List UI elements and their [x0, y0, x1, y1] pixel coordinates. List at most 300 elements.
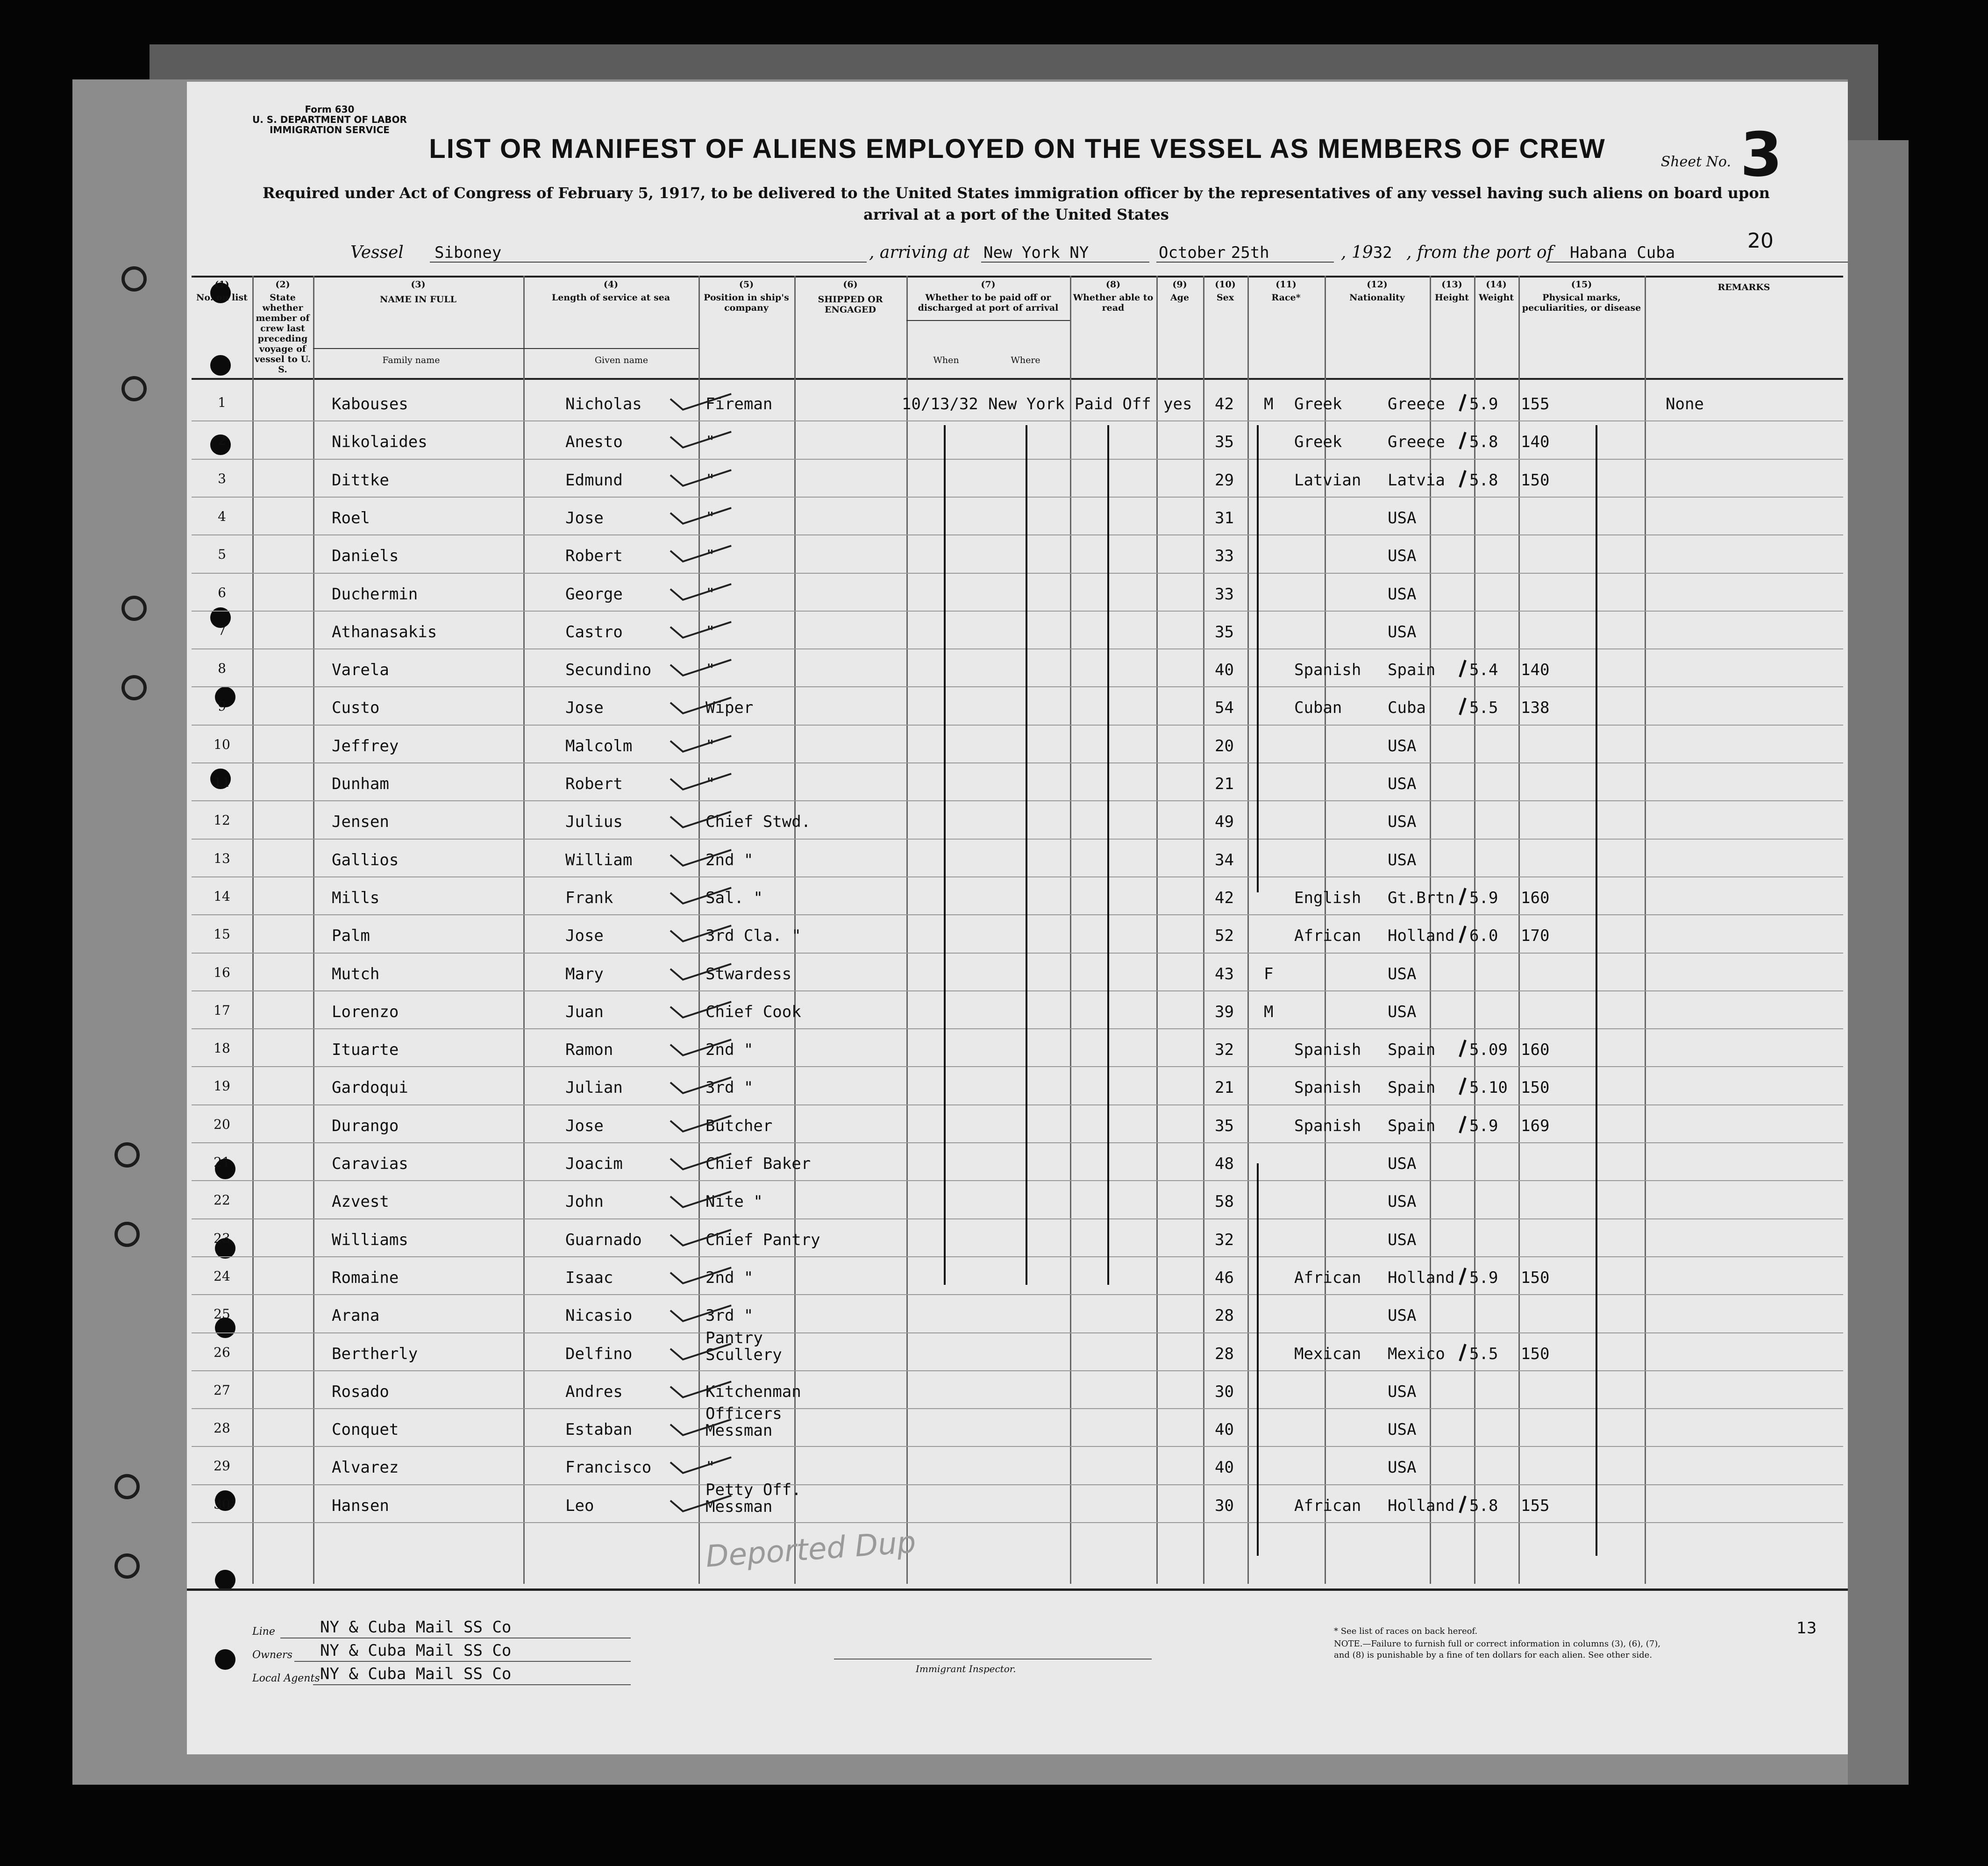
- cell-nationality: USA: [1388, 736, 1417, 755]
- cell-weight: 160: [1521, 888, 1550, 907]
- cell-height: 5.8: [1469, 1496, 1498, 1515]
- line-label: Line: [252, 1626, 275, 1638]
- cell-no: 16: [214, 964, 230, 980]
- cell-nationality: Spain: [1388, 1040, 1436, 1060]
- vessel-label: Vessel: [350, 243, 404, 262]
- cell-family: Custo: [332, 698, 380, 718]
- cell-age: 34: [1215, 850, 1234, 869]
- cell-given: Juan: [565, 1002, 604, 1021]
- cell-given: John: [565, 1192, 604, 1211]
- cell-given: Guarnado: [565, 1230, 642, 1249]
- cell-no: 1: [218, 395, 226, 410]
- column-divider: [1247, 276, 1249, 1584]
- cell-family: Duchermin: [332, 584, 418, 604]
- cell-age: 35: [1215, 433, 1234, 452]
- cell-given: Jose: [565, 1116, 604, 1135]
- check-mark: [659, 1265, 743, 1286]
- tick-mark: [1459, 698, 1466, 716]
- tick-mark: [1459, 1268, 1466, 1285]
- page-subtitle: Required under Act of Congress of February 5, 1917, to be delivered to the United States immigration officer by the representatives of any vessel having such aliens on board upon arrival at a port of the United States: [263, 184, 1770, 223]
- cell-position: ": [705, 622, 715, 641]
- cell-no: 23: [214, 1230, 230, 1246]
- cell-age: 54: [1215, 698, 1234, 718]
- vessel-name: Siboney: [435, 243, 502, 262]
- check-mark: [659, 1417, 743, 1438]
- manifest-page: [187, 82, 1848, 1754]
- cell-where: New York: [988, 395, 1065, 413]
- cell-given: Leo: [565, 1496, 594, 1515]
- cell-position: Stwardess: [705, 964, 792, 983]
- cell-marks: None: [1666, 395, 1704, 413]
- cell-race: Greek: [1294, 395, 1342, 413]
- page-title: LIST OR MANIFEST OF ALIENS EMPLOYED ON THE VESSEL AS MEMBERS OF CREW: [429, 134, 1606, 164]
- cell-race: African: [1294, 1268, 1361, 1287]
- cell-height: 5.9: [1469, 1116, 1498, 1135]
- cell-height: 5.09: [1469, 1040, 1508, 1060]
- check-mark: [659, 543, 743, 564]
- cell-nationality: Holland: [1388, 1268, 1455, 1287]
- column-subheader: When: [933, 355, 959, 365]
- cell-family: Caravias: [332, 1154, 408, 1173]
- cell-paid: Paid Off: [1075, 395, 1151, 413]
- column-header: (13) Height: [1434, 279, 1469, 303]
- check-mark: [659, 505, 743, 527]
- column-divider: [1203, 276, 1204, 1584]
- column-subheader: Family name: [382, 355, 440, 365]
- cell-race: Mexican: [1294, 1344, 1361, 1363]
- cell-weight: 160: [1521, 1040, 1550, 1060]
- ditto-line: [944, 425, 946, 1285]
- ditto-line: [1596, 425, 1597, 1556]
- cell-no: 21: [214, 1154, 230, 1170]
- binder-ring: [114, 1553, 140, 1579]
- cell-race: Spanish: [1294, 1078, 1361, 1097]
- cell-position: Officers Messman: [705, 1404, 782, 1440]
- binder-ring: [114, 1474, 140, 1499]
- cell-position: ": [705, 584, 715, 604]
- cell-position: ": [705, 661, 715, 680]
- cell-no: 6: [218, 584, 226, 600]
- check-mark: [659, 847, 743, 869]
- cell-given: Robert: [565, 547, 623, 566]
- departure-port: Habana Cuba: [1570, 243, 1675, 262]
- column-header: (15) Physical marks, peculiarities, or disease: [1522, 279, 1641, 313]
- column-header: (11) Race*: [1271, 279, 1301, 303]
- cell-age: 42: [1215, 395, 1234, 413]
- cell-given: Nicasio: [565, 1306, 633, 1325]
- cell-race: English: [1294, 888, 1361, 907]
- ditto-line: [1026, 425, 1027, 1285]
- column-divider: [1070, 276, 1071, 1584]
- cell-age: 33: [1215, 547, 1234, 566]
- column-header: (2) State whether member of crew last preceding voyage of vessel to U. S.: [255, 279, 311, 375]
- cell-position: Wiper: [705, 698, 754, 718]
- cell-nationality: Greece: [1388, 433, 1445, 452]
- line-value: NY & Cuba Mail SS Co: [320, 1618, 512, 1637]
- form-number-block: [252, 104, 407, 135]
- cell-given: Francisco: [565, 1458, 652, 1477]
- check-mark: [659, 1227, 743, 1248]
- check-mark: [659, 467, 743, 489]
- cell-nationality: Mexico: [1388, 1344, 1445, 1363]
- cell-nationality: USA: [1388, 622, 1417, 641]
- cell-no: 26: [214, 1344, 230, 1360]
- cell-no: 15: [214, 926, 230, 942]
- cell-nationality: Cuba: [1388, 698, 1426, 718]
- cell-position: Petty Off. Messman: [705, 1480, 801, 1516]
- cell-weight: 150: [1521, 1268, 1550, 1287]
- column-header: (6) SHIPPED OR ENGAGED: [818, 279, 883, 315]
- cell-given: George: [565, 584, 623, 604]
- cell-position: Chief Baker: [705, 1154, 811, 1173]
- cell-family: Durango: [332, 1116, 399, 1135]
- cell-nationality: USA: [1388, 1306, 1417, 1325]
- cell-family: Dittke: [332, 470, 389, 490]
- cell-family: Palm: [332, 926, 370, 946]
- cell-height: 5.4: [1469, 661, 1498, 680]
- races-note: * See list of races on back hereof.: [1334, 1626, 1478, 1636]
- cell-no: 2: [218, 433, 226, 449]
- column-divider: [906, 276, 908, 1584]
- cell-family: Kabouses: [332, 395, 408, 413]
- cell-age: 43: [1215, 964, 1234, 983]
- department-name: U. S. DEPARTMENT OF LABOR: [252, 114, 407, 125]
- penalty-note: NOTE.—Failure to furnish full or correct information in columns (3), (6), (7), and (8) is punishable by a fine of ten dollars for each alien. See other side.: [1334, 1639, 1660, 1660]
- cell-family: Mills: [332, 888, 380, 907]
- cell-family: Athanasakis: [332, 622, 437, 641]
- cell-age: 21: [1215, 775, 1234, 793]
- cell-nationality: USA: [1388, 1458, 1417, 1477]
- cell-given: Estaban: [565, 1420, 633, 1439]
- cell-given: Isaac: [565, 1268, 613, 1287]
- cell-no: 4: [218, 508, 226, 524]
- tick-mark: [1459, 1078, 1466, 1096]
- cell-age: 32: [1215, 1040, 1234, 1060]
- check-mark: [659, 1493, 743, 1514]
- cell-height: 6.0: [1469, 926, 1498, 946]
- cell-no: 27: [214, 1382, 230, 1398]
- check-mark: [659, 581, 743, 603]
- cell-age: 28: [1215, 1306, 1234, 1325]
- cell-nationality: USA: [1388, 508, 1417, 527]
- column-divider: [1518, 276, 1520, 1584]
- row-line: [192, 420, 1843, 421]
- cell-no: 28: [214, 1420, 230, 1436]
- check-mark: [659, 961, 743, 983]
- column-divider: [523, 276, 525, 1584]
- cell-position: ": [705, 547, 715, 566]
- cell-family: Ituarte: [332, 1040, 399, 1060]
- column-header: (14) Weight: [1479, 279, 1514, 303]
- binder-ring: [121, 675, 147, 700]
- cell-when: 10/13/32: [902, 395, 978, 413]
- binder-ring: [114, 1142, 140, 1168]
- cell-nationality: USA: [1388, 1192, 1417, 1211]
- cell-age: 28: [1215, 1344, 1234, 1363]
- cell-family: Nikolaides: [332, 433, 428, 452]
- cell-given: Castro: [565, 622, 623, 641]
- cell-given: Malcolm: [565, 736, 633, 755]
- cell-position: Fireman: [705, 395, 773, 413]
- cell-position: ": [705, 433, 715, 452]
- cell-given: William: [565, 850, 633, 869]
- handwritten-stamp: Deported Dup: [704, 1525, 917, 1574]
- cell-age: 30: [1215, 1496, 1234, 1515]
- cell-nationality: USA: [1388, 850, 1417, 869]
- cell-height: 5.8: [1469, 433, 1498, 452]
- cell-given: Mary: [565, 964, 604, 983]
- check-mark: [659, 1341, 743, 1362]
- cell-no: 22: [214, 1192, 230, 1208]
- cell-no: 9: [218, 698, 226, 714]
- inspector-label: Immigrant Inspector.: [916, 1663, 1016, 1674]
- cell-weight: 138: [1521, 698, 1550, 718]
- column-header: (7) Whether to be paid off or discharged at port of arrival: [918, 279, 1059, 313]
- cell-family: Alvarez: [332, 1458, 399, 1477]
- check-mark: [659, 619, 743, 641]
- tick-mark: [1459, 394, 1466, 412]
- cell-age: 52: [1215, 926, 1234, 946]
- cell-position: Sal. ": [705, 888, 763, 907]
- cell-age: 35: [1215, 622, 1234, 641]
- check-mark: [659, 1151, 743, 1172]
- cell-no: 5: [218, 547, 226, 563]
- tick-mark: [1459, 1040, 1466, 1057]
- cell-nationality: Spain: [1388, 661, 1436, 680]
- cell-family: Roel: [332, 508, 370, 527]
- cell-family: Gardoqui: [332, 1078, 408, 1097]
- cell-weight: 150: [1521, 1078, 1550, 1097]
- cell-age: 30: [1215, 1382, 1234, 1401]
- cell-nationality: USA: [1388, 1230, 1417, 1249]
- cell-nationality: Spain: [1388, 1116, 1436, 1135]
- cell-family: Dunham: [332, 775, 389, 793]
- cell-position: 2nd ": [705, 1040, 754, 1060]
- cell-weight: 169: [1521, 1116, 1550, 1135]
- binder-ring: [114, 1222, 140, 1247]
- cell-position: ": [705, 1458, 715, 1477]
- column-header: (3) NAME IN FULL: [380, 279, 456, 305]
- cell-position: 2nd ": [705, 850, 754, 869]
- cell-family: Bertherly: [332, 1344, 418, 1363]
- cell-family: Jeffrey: [332, 736, 399, 755]
- check-mark: [659, 391, 743, 413]
- column-header: (4) Length of service at sea: [551, 279, 670, 303]
- cell-position: 3rd ": [705, 1306, 754, 1325]
- ditto-line: [1257, 1163, 1259, 1556]
- cell-nationality: USA: [1388, 964, 1417, 983]
- cell-given: Jose: [565, 926, 604, 946]
- column-header: (10) Sex: [1215, 279, 1236, 303]
- cell-no: 25: [214, 1306, 230, 1322]
- from-label: , from the port of: [1406, 243, 1553, 262]
- cell-age: 48: [1215, 1154, 1234, 1173]
- cell-no: 24: [214, 1268, 230, 1284]
- cell-position: Pantry Scullery: [705, 1328, 782, 1364]
- check-mark: [659, 695, 743, 716]
- corner-number: 13: [1796, 1619, 1817, 1638]
- cell-position: Chief Cook: [705, 1002, 801, 1021]
- cell-position: ": [705, 775, 715, 793]
- cell-family: Arana: [332, 1306, 380, 1325]
- cell-nationality: Latvia: [1388, 470, 1445, 490]
- page-footer: [187, 1588, 1848, 1754]
- check-mark: [659, 1075, 743, 1096]
- cell-no: 18: [214, 1040, 230, 1056]
- cell-family: Gallios: [332, 850, 399, 869]
- cell-family: Jensen: [332, 812, 389, 832]
- cell-nationality: Gt.Brtn: [1388, 888, 1455, 907]
- arrival-date: October 25th: [1159, 243, 1269, 262]
- cell-given: Robert: [565, 775, 623, 793]
- cell-race: Spanish: [1294, 661, 1361, 680]
- cell-weight: 140: [1521, 661, 1550, 680]
- cell-given: Secundino: [565, 661, 652, 680]
- cell-family: Hansen: [332, 1496, 389, 1515]
- cell-height: 5.10: [1469, 1078, 1508, 1097]
- cell-no: 19: [214, 1078, 230, 1094]
- agents-label: Local Agents: [252, 1673, 320, 1684]
- cell-given: Andres: [565, 1382, 623, 1401]
- service-name: IMMIGRATION SERVICE: [269, 124, 390, 135]
- binder-ring: [121, 266, 147, 292]
- cell-position: 3rd ": [705, 1078, 754, 1097]
- check-mark: [659, 733, 743, 755]
- cell-given: Ramon: [565, 1040, 613, 1060]
- check-mark: [659, 885, 743, 906]
- check-mark: [659, 1303, 743, 1324]
- cell-nationality: USA: [1388, 1154, 1417, 1173]
- column-divider: [252, 276, 254, 1584]
- cell-age: 31: [1215, 508, 1234, 527]
- cell-age: 46: [1215, 1268, 1234, 1287]
- agents-value: NY & Cuba Mail SS Co: [320, 1665, 512, 1683]
- cell-family: Rosado: [332, 1382, 389, 1401]
- cell-given: Edmund: [565, 470, 623, 490]
- cell-no: 7: [218, 622, 226, 638]
- cell-height: 5.5: [1469, 698, 1498, 718]
- cell-race: Greek: [1294, 433, 1342, 452]
- tick-mark: [1459, 888, 1466, 905]
- cell-nationality: USA: [1388, 1002, 1417, 1021]
- cell-position: Kitchenman: [705, 1382, 801, 1401]
- cell-height: 5.9: [1469, 395, 1498, 413]
- cell-race: Latvian: [1294, 470, 1361, 490]
- tick-mark: [1459, 1344, 1466, 1361]
- cell-weight: 155: [1521, 1496, 1550, 1515]
- cell-race: African: [1294, 1496, 1361, 1515]
- cell-race: African: [1294, 926, 1361, 946]
- cell-given: Jose: [565, 698, 604, 718]
- form-number: Form 630: [305, 104, 355, 115]
- cell-age: 32: [1215, 1230, 1234, 1249]
- cell-family: Azvest: [332, 1192, 389, 1211]
- cell-age: 58: [1215, 1192, 1234, 1211]
- tick-mark: [1459, 926, 1466, 943]
- cell-age: 40: [1215, 1420, 1234, 1439]
- cell-given: Jose: [565, 508, 604, 527]
- check-mark: [659, 429, 743, 450]
- cell-read: yes: [1163, 395, 1192, 413]
- cell-position: 3rd Cla. ": [705, 926, 801, 946]
- check-mark: [659, 1189, 743, 1210]
- cell-family: Daniels: [332, 547, 399, 566]
- cell-weight: 140: [1521, 433, 1550, 452]
- cell-given: Anesto: [565, 433, 623, 452]
- cell-age: 21: [1215, 1078, 1234, 1097]
- cell-position: Chief Pantry: [705, 1230, 820, 1249]
- cell-given: Julius: [565, 812, 623, 832]
- cell-height: 5.9: [1469, 1268, 1498, 1287]
- check-mark: [659, 999, 743, 1020]
- binder-ring: [121, 596, 147, 621]
- cell-sex: F: [1264, 964, 1274, 983]
- cell-nationality: USA: [1388, 584, 1417, 604]
- cell-no: 29: [214, 1458, 230, 1474]
- cell-position: 2nd ": [705, 1268, 754, 1287]
- cell-nationality: USA: [1388, 1382, 1417, 1401]
- check-mark: [659, 923, 743, 944]
- column-header: (9) Age: [1170, 279, 1190, 303]
- cell-given: Delfino: [565, 1344, 633, 1363]
- tick-mark: [1459, 660, 1466, 677]
- arrival-port: New York NY: [983, 243, 1089, 262]
- crew-table: [192, 276, 1843, 1584]
- cell-given: Julian: [565, 1078, 623, 1097]
- column-header: (1) No. on list: [196, 279, 248, 303]
- check-mark: [659, 1113, 743, 1134]
- ditto-line: [1107, 425, 1109, 1285]
- cell-weight: 155: [1521, 395, 1550, 413]
- cell-family: Mutch: [332, 964, 380, 983]
- sub-line-name: [313, 348, 698, 349]
- column-header: (5) Position in ship's company: [704, 279, 789, 313]
- cell-nationality: Holland: [1388, 926, 1455, 946]
- cell-height: 5.5: [1469, 1344, 1498, 1363]
- cell-weight: 170: [1521, 926, 1550, 946]
- cell-no: 17: [214, 1002, 230, 1018]
- cell-nationality: USA: [1388, 1420, 1417, 1439]
- cell-no: 14: [214, 888, 230, 904]
- cell-no: 11: [214, 775, 230, 790]
- cell-nationality: Holland: [1388, 1496, 1455, 1515]
- cell-no: 10: [214, 736, 230, 752]
- cell-race: Spanish: [1294, 1116, 1361, 1135]
- sheet-number: 3: [1740, 119, 1782, 190]
- cell-family: Lorenzo: [332, 1002, 399, 1021]
- cell-position: ": [705, 736, 715, 755]
- column-header: REMARKS: [1717, 282, 1770, 292]
- cell-no: 13: [214, 850, 230, 866]
- cell-sex: M: [1264, 395, 1274, 413]
- cell-height: 5.8: [1469, 470, 1498, 490]
- cell-age: 39: [1215, 1002, 1234, 1021]
- column-subheader: Where: [1011, 355, 1040, 365]
- column-header: (12) Nationality: [1349, 279, 1405, 303]
- tick-mark: [1459, 432, 1466, 449]
- cell-no: 12: [214, 812, 230, 828]
- column-divider: [1156, 276, 1158, 1584]
- cell-age: 40: [1215, 661, 1234, 680]
- cell-given: Frank: [565, 888, 613, 907]
- cell-weight: 150: [1521, 470, 1550, 490]
- column-header: (8) Whether able to read: [1073, 279, 1154, 313]
- cell-nationality: USA: [1388, 812, 1417, 832]
- arriving-label: , arriving at: [869, 243, 970, 262]
- cell-position: Nite ": [705, 1192, 763, 1211]
- cell-weight: 150: [1521, 1344, 1550, 1363]
- cell-no: 8: [218, 661, 226, 677]
